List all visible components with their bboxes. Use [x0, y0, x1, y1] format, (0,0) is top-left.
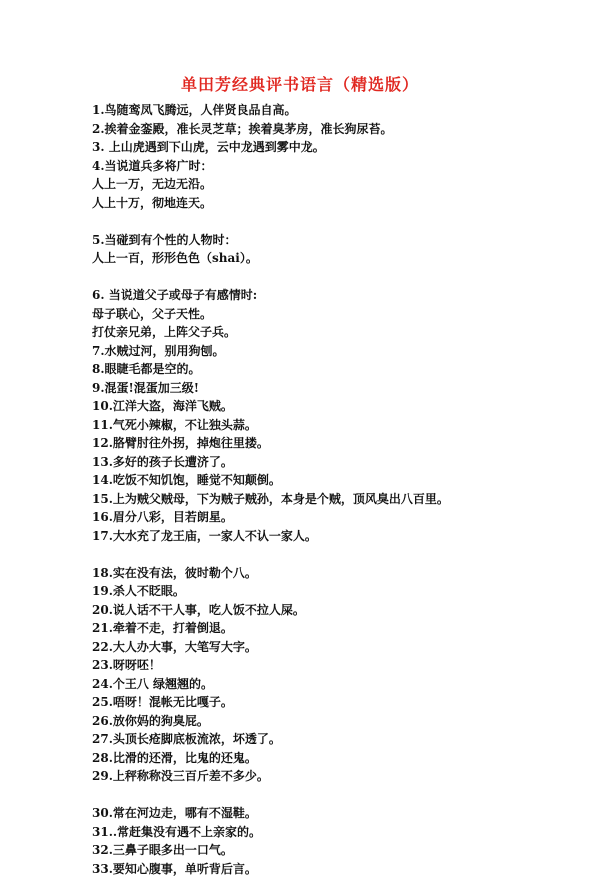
text-line: 12.胳臂肘往外拐，掉炮往里搂。	[92, 434, 562, 453]
text-line: 25.唔呀！混帐无比嘎子。	[92, 693, 562, 712]
text-line: 2.挨着金銮殿，准长灵芝草；挨着臭茅房，准长狗尿苔。	[92, 120, 562, 139]
text-line: 4.当说道兵多将广时：	[92, 157, 562, 176]
blank-line	[92, 786, 562, 805]
text-line: 23.呀呀呸！	[92, 656, 562, 675]
text-line: 19.杀人不眨眼。	[92, 582, 562, 601]
blank-line	[92, 545, 562, 564]
text-line: 16.眉分八彩，目若朗星。	[92, 508, 562, 527]
text-line: 人上一百，形形色色（shai）。	[92, 249, 562, 268]
text-line: 21.牵着不走，打着倒退。	[92, 619, 562, 638]
text-line: 9.混蛋!混蛋加三级!	[92, 379, 562, 398]
text-line: 22.大人办大事，大笔写大字。	[92, 638, 562, 657]
text-line: 14.吃饭不知饥饱，睡觉不知颠倒。	[92, 471, 562, 490]
text-line: 母子联心，父子天性。	[92, 305, 562, 324]
text-line: 13.多好的孩子长遭济了。	[92, 453, 562, 472]
text-line: 6. 当说道父子或母子有感情时:	[92, 286, 562, 305]
text-line: 28.比滑的还滑，比鬼的还鬼。	[92, 749, 562, 768]
text-line: 人上一万，无边无沿。	[92, 175, 562, 194]
text-line: 5.当碰到有个性的人物时：	[92, 231, 562, 250]
text-line: 3. 上山虎遇到下山虎，云中龙遇到雾中龙。	[92, 138, 562, 157]
text-line: 15.上为贼父贼母，下为贼子贼孙，本身是个贼，顶风臭出八百里。	[92, 490, 562, 509]
text-line: 17.大水充了龙王庙，一家人不认一家人。	[92, 527, 562, 546]
text-line: 30.常在河边走，哪有不湿鞋。	[92, 804, 562, 823]
blank-line	[92, 268, 562, 287]
blank-line	[92, 212, 562, 231]
text-line: 10.江洋大盗，海洋飞贼。	[92, 397, 562, 416]
text-line: 18.实在没有法，彼时勒个八。	[92, 564, 562, 583]
text-line: 11.气死小辣椒，不让独头蒜。	[92, 416, 562, 435]
text-line: 29.上秤称称没三百斤差不多少。	[92, 767, 562, 786]
text-line: 32.三鼻子眼多出一口气。	[92, 841, 562, 860]
text-line: 33.要知心腹事，单听背后言。	[92, 860, 562, 878]
text-line: 27.头顶长疮脚底板流浓，坏透了。	[92, 730, 562, 749]
document-title: 单田芳经典评书语言（精选版）	[0, 74, 600, 96]
text-line: 打仗亲兄弟，上阵父子兵。	[92, 323, 562, 342]
text-line: 1.鸟随鸾凤飞腾远，人伴贤良品自高。	[92, 101, 562, 120]
text-line: 31..常赶集没有遇不上亲家的。	[92, 823, 562, 842]
text-line: 20.说人话不干人事，吃人饭不拉人屎。	[92, 601, 562, 620]
text-line: 24.个王八 绿翘翘的。	[92, 675, 562, 694]
text-line: 26.放你妈的狗臭屁。	[92, 712, 562, 731]
text-line: 7.水贼过河，别用狗刨。	[92, 342, 562, 361]
text-line: 8.眼睫毛都是空的。	[92, 360, 562, 379]
text-line: 人上十万，彻地连天。	[92, 194, 562, 213]
document-body	[92, 101, 562, 878]
